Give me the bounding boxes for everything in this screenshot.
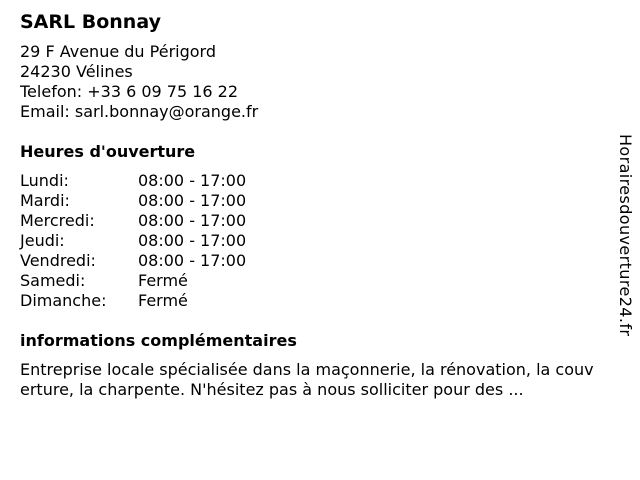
business-description: Entreprise locale spécialisée dans la maçonnerie, la rénovation, la couverture, la charpente. N'hésitez pas à nous solliciter pour des ... (20, 360, 594, 399)
hours-day-label: Jeudi: (20, 231, 65, 250)
opening-hours-list (20, 171, 600, 311)
additional-info-heading: informations complémentaires (20, 331, 297, 350)
hours-time-value: 08:00 - 17:00 (138, 231, 247, 250)
hours-day-label: Mardi: (20, 191, 70, 210)
hours-row-sunday (20, 291, 600, 311)
opening-hours-heading: Heures d'ouverture (20, 142, 196, 161)
hours-day-label: Samedi: (20, 271, 86, 290)
hours-row-tuesday (20, 191, 600, 211)
hours-time-value: Fermé (138, 291, 188, 310)
hours-time-value: 08:00 - 17:00 (138, 191, 247, 210)
hours-row-friday (20, 251, 600, 271)
hours-time-value: 08:00 - 17:00 (138, 171, 247, 190)
email-line: Email: sarl.bonnay@orange.fr (20, 102, 259, 121)
hours-time-value: 08:00 - 17:00 (138, 211, 247, 230)
business-name: SARL Bonnay (20, 11, 161, 33)
hours-row-saturday (20, 271, 600, 291)
hours-day-label: Mercredi: (20, 211, 95, 230)
hours-time-value: Fermé (138, 271, 188, 290)
hours-time-value: 08:00 - 17:00 (138, 251, 247, 270)
hours-day-label: Lundi: (20, 171, 69, 190)
business-card (20, 8, 600, 400)
address-line-1: 29 F Avenue du Périgord (20, 42, 216, 61)
hours-row-wednesday (20, 211, 600, 231)
site-watermark: Horairesdouverture24.fr (616, 134, 635, 337)
hours-day-label: Dimanche: (20, 291, 107, 310)
hours-day-label: Vendredi: (20, 251, 96, 270)
hours-row-thursday (20, 231, 600, 251)
phone-line: Telefon: +33 6 09 75 16 22 (20, 82, 239, 101)
address-line-2: 24230 Vélines (20, 62, 133, 81)
hours-row-monday (20, 171, 600, 191)
